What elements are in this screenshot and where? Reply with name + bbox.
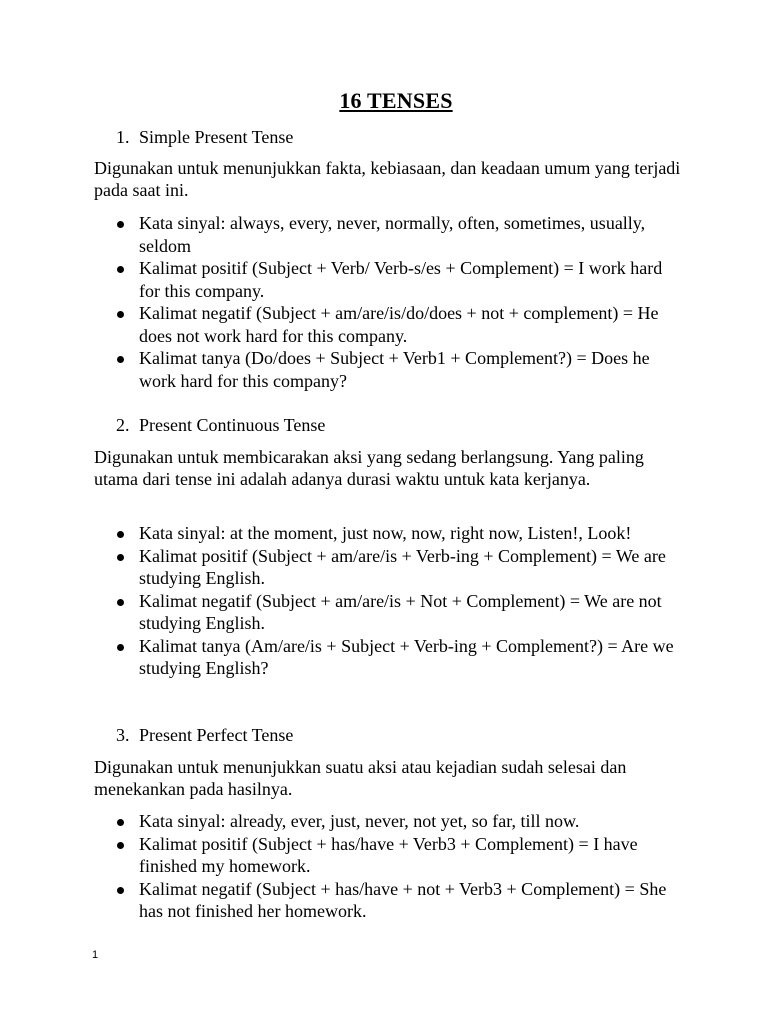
list-item: [94, 833, 684, 878]
bullet-icon: [117, 531, 124, 538]
bullet-list: [94, 212, 684, 392]
bullet-icon: [117, 599, 124, 606]
list-item: [94, 212, 684, 257]
bullet-icon: [117, 311, 124, 318]
list-item: [94, 522, 684, 545]
bullet-icon: [117, 356, 124, 363]
bullet-list: [94, 522, 684, 680]
section-description: Digunakan untuk menunjukkan suatu aksi atau kejadian sudah selesai dan menekankan pada hasilnya.: [94, 757, 627, 799]
list-item: [94, 545, 684, 590]
section-heading-simple-present: [116, 125, 293, 149]
section-description: Digunakan untuk membicarakan aksi yang sedang berlangsung. Yang paling utama dari tense ini adalah adanya durasi waktu untuk kata kerjanya.: [94, 447, 644, 489]
list-item-text: Kalimat positif (Subject + am/are/is + Verb-ing + Complement) = We are studying English.: [139, 545, 666, 588]
list-item-text: Kata sinyal: always, every, never, normally, often, sometimes, usually, seldom: [139, 213, 646, 256]
bullet-icon: [117, 644, 124, 651]
list-item-text: Kata sinyal: already, ever, just, never, not yet, so far, till now.: [139, 811, 580, 831]
section-heading-text: Present Continuous Tense: [139, 415, 326, 435]
section-number: 1.: [116, 127, 130, 147]
section-heading-present-continuous: [116, 413, 325, 437]
list-item-text: Kalimat negatif (Subject + am/are/is/do/does + not + complement) = He does not work hard for this company.: [139, 303, 659, 346]
list-item: [94, 878, 684, 923]
list-item-text: Kalimat positif (Subject + has/have + Verb3 + Complement) = I have finished my homework.: [139, 833, 638, 876]
list-item: [94, 302, 684, 347]
section-heading-text: Present Perfect Tense: [139, 725, 294, 745]
list-item-text: Kalimat negatif (Subject + am/are/is + Not + Complement) = We are not studying English.: [139, 590, 662, 633]
list-item: [94, 347, 684, 392]
bullet-icon: [117, 887, 124, 894]
section-number: 2.: [116, 415, 130, 435]
bullet-list: [94, 810, 684, 923]
list-item-text: Kalimat tanya (Am/are/is + Subject + Verb-ing + Complement?) = Are we studying English?: [139, 635, 674, 678]
section-description: Digunakan untuk menunjukkan fakta, kebiasaan, dan keadaan umum yang terjadi pada saat ini.: [94, 158, 681, 200]
list-item: [94, 590, 684, 635]
section-number: 3.: [116, 725, 130, 745]
bullet-icon: [117, 842, 124, 849]
list-item: [94, 635, 684, 680]
bullet-icon: [117, 819, 124, 826]
page-number: 1: [92, 949, 99, 961]
bullet-icon: [117, 221, 124, 228]
bullet-icon: [117, 266, 124, 273]
list-item-text: Kata sinyal: at the moment, just now, now, right now, Listen!, Look!: [139, 523, 632, 543]
document-title: 16 TENSES: [339, 88, 453, 113]
list-item: [94, 257, 684, 302]
section-heading-text: Simple Present Tense: [139, 127, 294, 147]
list-item-text: Kalimat tanya (Do/does + Subject + Verb1 + Complement?) = Does he work hard for this company?: [139, 348, 650, 391]
list-item: [94, 810, 684, 833]
list-item-text: Kalimat negatif (Subject + has/have + not + Verb3 + Complement) = She has not finished her homework.: [139, 878, 667, 921]
list-item-text: Kalimat positif (Subject + Verb/ Verb-s/es + Complement) = I work hard for this company.: [139, 258, 663, 301]
section-heading-present-perfect: [116, 723, 293, 747]
bullet-icon: [117, 554, 124, 561]
